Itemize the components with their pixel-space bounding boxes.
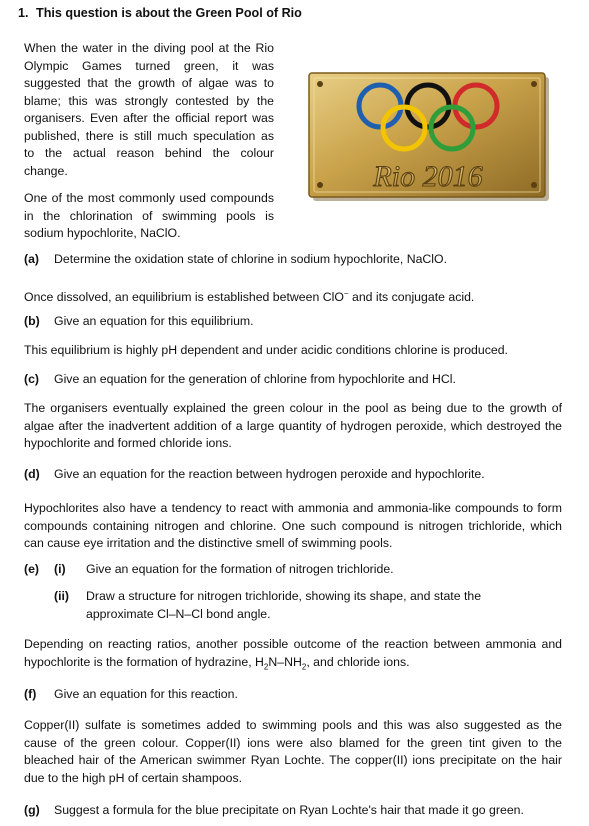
part-g: [24, 802, 524, 819]
question-title-text: This question is about the Green Pool of Rio: [36, 6, 302, 20]
part-e-i-text: Give an equation for the formation of nitrogen trichloride.: [86, 562, 394, 576]
part-c-label: (c): [24, 372, 40, 386]
part-b-text: Give an equation for this equilibrium.: [54, 314, 254, 328]
part-a-label: (a): [24, 252, 40, 266]
part-d: [24, 466, 485, 483]
stem-b: [24, 285, 474, 306]
stem-f-text-2: N–NH: [268, 654, 302, 669]
stem-f: [24, 636, 562, 675]
part-f-label: (f): [24, 687, 37, 701]
question-title: [18, 6, 302, 20]
stem-g: Copper(II) sulfate is sometimes added to swimming pools and this was also suggested as the cause of the green colour. Copper(II) ions were also blamed for the green tint given to the bleached hair of the American swimmer Ryan Lochte. The copper(II) ions precipitate on the hair due to the high pH of certain shampoos.: [24, 718, 562, 785]
intro-paragraph-1: When the water in the diving pool at the Rio Olympic Games turned green, it was suggested that the growth of algae was to blame; this was strongly contested by the organisers. Even after the official report was published, there is still much speculation as to the actual reason behind the colour change.: [24, 41, 274, 178]
stem-f-text-1: Depending on reacting ratios, another possible outcome of the reaction between ammonia and hypochlorite is the formation of hydrazine, H: [24, 637, 562, 669]
part-g-text: Suggest a formula for the blue precipitate on Ryan Lochte's hair that made it go green.: [54, 803, 524, 817]
part-e-ii: [54, 587, 514, 623]
question-number: 1.: [18, 6, 29, 20]
stem-f-subscript-1: 2: [263, 661, 269, 671]
part-g-label: (g): [24, 803, 40, 817]
part-a-text: Determine the oxidation state of chlorine in sodium hypochlorite, NaClO.: [54, 252, 448, 266]
stem-f-text-3: , and chloride ions.: [306, 654, 410, 669]
intro-text: [24, 40, 274, 243]
part-e-ii-text: Draw a structure for nitrogen trichloride, showing its shape, and state the approximate Cl–N–Cl bond angle.: [86, 589, 482, 621]
stem-b-text-2: and its conjugate acid.: [348, 290, 475, 305]
part-c: [24, 371, 456, 388]
part-e-ii-label: (ii): [54, 589, 70, 603]
stem-c: This equilibrium is highly pH dependent and under acidic conditions chlorine is produced.: [24, 343, 508, 357]
intro-paragraph-2: One of the most commonly used compounds in the chlorination of swimming pools is sodium hypochlorite, NaClO.: [24, 191, 274, 240]
part-d-label: (d): [24, 467, 40, 481]
stem-b-text-1: Once dissolved, an equilibrium is established between ClO: [24, 290, 344, 305]
part-b: [24, 313, 254, 330]
part-d-text: Give an equation for the reaction between hydrogen peroxide and hypochlorite.: [54, 467, 485, 481]
part-e-i: [24, 561, 394, 578]
rio-2016-plaque-image: [308, 72, 552, 202]
part-a: [24, 251, 447, 268]
stem-d: The organisers eventually explained the green colour in the pool as being due to the growth of algae after the inadvertent addition of a large quantity of hydrogen peroxide, which destroyed the hypochlorite and formed chloride ions.: [24, 401, 562, 450]
part-e-label: (e): [24, 562, 40, 576]
part-c-text: Give an equation for the generation of chlorine from hypochlorite and HCl.: [54, 372, 456, 386]
stem-e: Hypochlorites also have a tendency to react with ammonia and ammonia-like compounds to form compounds containing nitrogen and chlorine. One such compound is nitrogen trichloride, which can cause eye irritation and the distinctive smell of swimming pools.: [24, 501, 562, 550]
plaque-caption: Rio 2016: [373, 160, 483, 193]
part-b-label: (b): [24, 314, 40, 328]
part-f-text: Give an equation for this reaction.: [54, 687, 238, 701]
part-e-i-label: (i): [54, 562, 66, 576]
part-f: [24, 686, 238, 703]
stem-b-superscript: −: [343, 289, 349, 298]
stem-f-subscript-2: 2: [301, 661, 307, 671]
